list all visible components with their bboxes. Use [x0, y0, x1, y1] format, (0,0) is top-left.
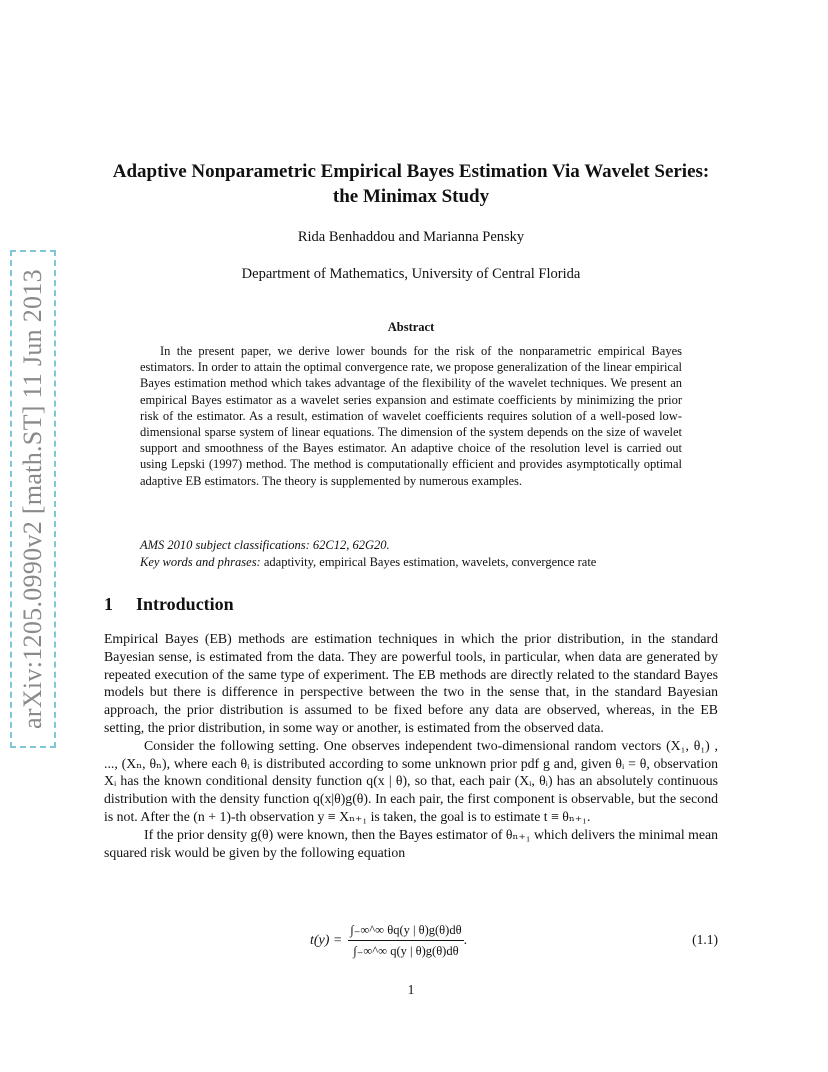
paragraph: Consider the following setting. One observes independent two-dimensional random vectors (X₁, θ₁) , ..., (Xₙ, θₙ), where each θᵢ is distributed according to some unknown prior pdf g and, given θᵢ = θ, observation Xᵢ has the known conditional density function q(x | θ), so that, each pair (Xᵢ, θᵢ) has an absolutely continuous distribution with the density function q(x|θ)g(θ). In each pair, the first component is observable, but the second is not. After the (n + 1)-th observation y ≡ Xₙ₊₁ is taken, the goal is to estimate t ≡ θₙ₊₁.: [104, 737, 718, 824]
abstract-text: In the present paper, we derive lower bounds for the risk of the nonparametric empirical Bayes estimators. In order to attain the optimal convergence rate, we propose generalization of the linear empirical Bayes estimation method which takes advantage of the flexibility of the wavelet techniques. We present an empirical Bayes estimator as a wavelet series expansion and estimate coefficients by minimizing the prior risk of the estimator. As a result, estimation of wavelet coefficients requires solution of a well-posed low-dimensional sparse system of linear equations. The dimension of the system depends on the size of wavelet support and smoothness of the Bayes estimator. An adaptive choice of the resolution level is carried out using Lepski (1997) method. The method is computationally efficient and provides asymptotically optimal adaptive EB estimators. The theory is supplemented by numerous examples.: [140, 344, 682, 488]
keywords-label: Key words and phrases:: [140, 555, 261, 569]
paragraph: If the prior density g(θ) were known, then the Bayes estimator of θₙ₊₁ which delivers the minimal mean squared risk would be given by the following equation: [104, 826, 718, 860]
equation-number: (1.1): [692, 932, 718, 947]
equation-body: [310, 922, 467, 959]
paper-metadata: [140, 537, 700, 571]
equation-denominator: ∫₋∞^∞ q(y | θ)g(θ)dθ: [353, 944, 459, 958]
paper-authors: Rida Benhaddou and Marianna Pensky: [297, 229, 525, 245]
keywords-text: adaptivity, empirical Bayes estimation, wavelets, convergence rate: [260, 555, 597, 569]
equation-numerator: ∫₋∞^∞ θq(y | θ)g(θ)dθ: [348, 922, 463, 941]
section-body: [104, 630, 718, 861]
equation-period: .: [463, 932, 468, 948]
paper-title: Adaptive Nonparametric Empirical Bayes Estimation Via Wavelet Series: the Minimax Study: [112, 161, 710, 207]
equation-fraction: [348, 922, 463, 959]
equation-lhs: t(y) =: [310, 932, 343, 948]
keywords-line: [140, 554, 700, 571]
section-heading: [104, 594, 234, 615]
section-title: Introduction: [136, 594, 234, 614]
arxiv-stamp-text: arXiv:1205.0990v2 [math.ST] 11 Jun 2013: [18, 269, 48, 729]
abstract-heading: Abstract: [387, 320, 435, 334]
ams-classification: AMS 2010 subject classifications: 62C12, 62G20.: [140, 538, 390, 552]
paper-affiliation: Department of Mathematics, University of Central Florida: [241, 266, 581, 282]
section-number: 1: [104, 594, 113, 614]
paragraph: Empirical Bayes (EB) methods are estimation techniques in which the prior distribution, in the standard Bayesian sense, is estimated from the data. They are powerful tools, in particular, when data are generated by repeated execution of the same type of experiment. The EB methods are directly related to the standard Bayes models but there is difference in perspective between the two in the sense that, in the standard Bayesian approach, the prior distribution is assumed to be fixed before any data are observed, whereas, in the EB setting, the prior distribution, in some way or another, is estimated from the observed data.: [104, 631, 718, 735]
arxiv-stamp: [10, 250, 56, 748]
page-number: 1: [407, 982, 415, 997]
equation-1-1: [104, 918, 718, 962]
